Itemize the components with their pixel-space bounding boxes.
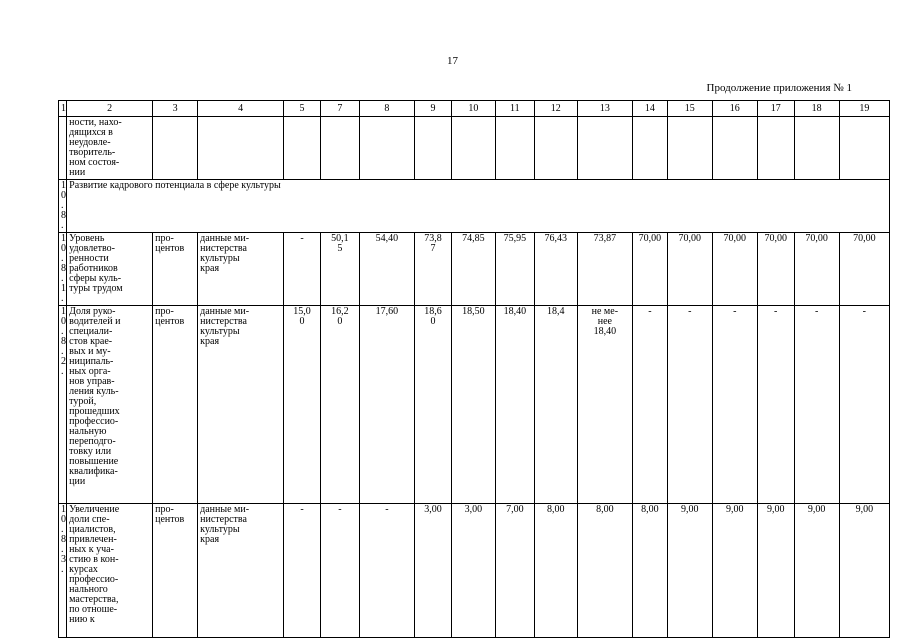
table-cell: 18,50 [451, 306, 495, 504]
table-cell: не ме- нее 18,40 [577, 306, 632, 504]
table-cell: 18,40 [495, 306, 534, 504]
appendix-continuation-title: Продолжение приложения № 1 [706, 82, 852, 94]
indicator-name: Уровень удовлетво- ренности работников сферы куль- туры трудом [67, 233, 153, 306]
table-cell: 16,2 0 [320, 306, 359, 504]
table-cell: данные ми- нистерства культуры края [198, 306, 284, 504]
column-header: 18 [794, 101, 839, 117]
column-header: 9 [415, 101, 452, 117]
table-cell: 70,00 [757, 233, 794, 306]
table-cell: ности, нахо- дящихся в неудовле- творитель- ном состоя- нии [67, 117, 153, 180]
table-row [59, 504, 890, 638]
table-cell: 17,60 [359, 306, 414, 504]
table-cell [757, 117, 794, 180]
column-header: 3 [153, 101, 198, 117]
table-cell: 54,40 [359, 233, 414, 306]
table-cell: - [359, 504, 414, 638]
table-cell [284, 117, 321, 180]
column-header: 14 [632, 101, 667, 117]
section-title: Развитие кадрового потенциала в сфере культуры [67, 180, 890, 233]
table-cell: 70,00 [794, 233, 839, 306]
table-cell: 9,00 [794, 504, 839, 638]
table-cell: - [320, 504, 359, 638]
table-cell: 9,00 [757, 504, 794, 638]
table-cell: 50,1 5 [320, 233, 359, 306]
table-cell: про- центов [153, 306, 198, 504]
table-cell: - [667, 306, 712, 504]
table-cell: 70,00 [839, 233, 889, 306]
column-header: 17 [757, 101, 794, 117]
table-cell [534, 117, 577, 180]
table-cell [577, 117, 632, 180]
section-code: 10.8. [59, 180, 67, 233]
table-cell: 73,87 [577, 233, 632, 306]
table-cell [712, 117, 757, 180]
indicator-name: Увеличение доли спе- циалистов, привлечен- ных к уча- стию в кон- курсах профессио- нального мастерства, по отноше- нию к [67, 504, 153, 638]
table-cell [667, 117, 712, 180]
table-cell: 9,00 [839, 504, 889, 638]
table-cell: данные ми- нистерства культуры края [198, 504, 284, 638]
table-cell: 3,00 [451, 504, 495, 638]
table-cell [632, 117, 667, 180]
table-cell: 9,00 [667, 504, 712, 638]
table-cell [451, 117, 495, 180]
column-header: 19 [839, 101, 889, 117]
table-cell [359, 117, 414, 180]
column-header: 5 [284, 101, 321, 117]
table-cell: - [712, 306, 757, 504]
table-cell: 9,00 [712, 504, 757, 638]
page-number: 17 [447, 55, 458, 67]
table-cell [794, 117, 839, 180]
table-cell: - [794, 306, 839, 504]
table-cell: 70,00 [667, 233, 712, 306]
row-code: 10.8.3 . [59, 504, 67, 638]
column-header: 4 [198, 101, 284, 117]
table-cell: 8,00 [577, 504, 632, 638]
column-header: 11 [495, 101, 534, 117]
indicators-table [58, 100, 890, 638]
table-cell: про- центов [153, 233, 198, 306]
column-header: 12 [534, 101, 577, 117]
section-row [59, 180, 890, 233]
table-cell: 76,43 [534, 233, 577, 306]
column-header: 15 [667, 101, 712, 117]
table-cell [153, 117, 198, 180]
table-cell: 18,6 0 [415, 306, 452, 504]
table-cell: 3,00 [415, 504, 452, 638]
row-code: 10.8.2 . [59, 306, 67, 504]
table-cell: 70,00 [712, 233, 757, 306]
continuation-row [59, 117, 890, 180]
table-cell: 74,85 [451, 233, 495, 306]
table-cell: 8,00 [534, 504, 577, 638]
column-header: 13 [577, 101, 632, 117]
table-cell: - [839, 306, 889, 504]
table-cell [320, 117, 359, 180]
header-row [59, 101, 890, 117]
table-cell: - [284, 233, 321, 306]
table-cell: 8,00 [632, 504, 667, 638]
indicator-name: Доля руко- водителей и специали- стов крае- вых и му- ниципаль- ных орга- нов управ- ления куль- турой, прошедших профессио- нальную переподго- товку или повышение квалифика- ции [67, 306, 153, 504]
table-cell: 70,00 [632, 233, 667, 306]
column-header: 8 [359, 101, 414, 117]
table-cell: 75,95 [495, 233, 534, 306]
table-cell: про- центов [153, 504, 198, 638]
table-cell [198, 117, 284, 180]
table-cell [59, 117, 67, 180]
column-header: 7 [320, 101, 359, 117]
column-header: 2 [67, 101, 153, 117]
table-cell [495, 117, 534, 180]
row-code: 10.8.1 . [59, 233, 67, 306]
table-cell: 7,00 [495, 504, 534, 638]
table-cell [839, 117, 889, 180]
table-cell: 18,4 [534, 306, 577, 504]
column-header: 16 [712, 101, 757, 117]
table-row [59, 306, 890, 504]
table-cell: - [757, 306, 794, 504]
table-cell: - [284, 504, 321, 638]
table-cell [415, 117, 452, 180]
table-row [59, 233, 890, 306]
table-cell: 15,0 0 [284, 306, 321, 504]
table-cell: данные ми- нистерства культуры края [198, 233, 284, 306]
table-cell: - [632, 306, 667, 504]
column-header: 10 [451, 101, 495, 117]
table-cell: 73,8 7 [415, 233, 452, 306]
column-header: 1 [59, 101, 67, 117]
